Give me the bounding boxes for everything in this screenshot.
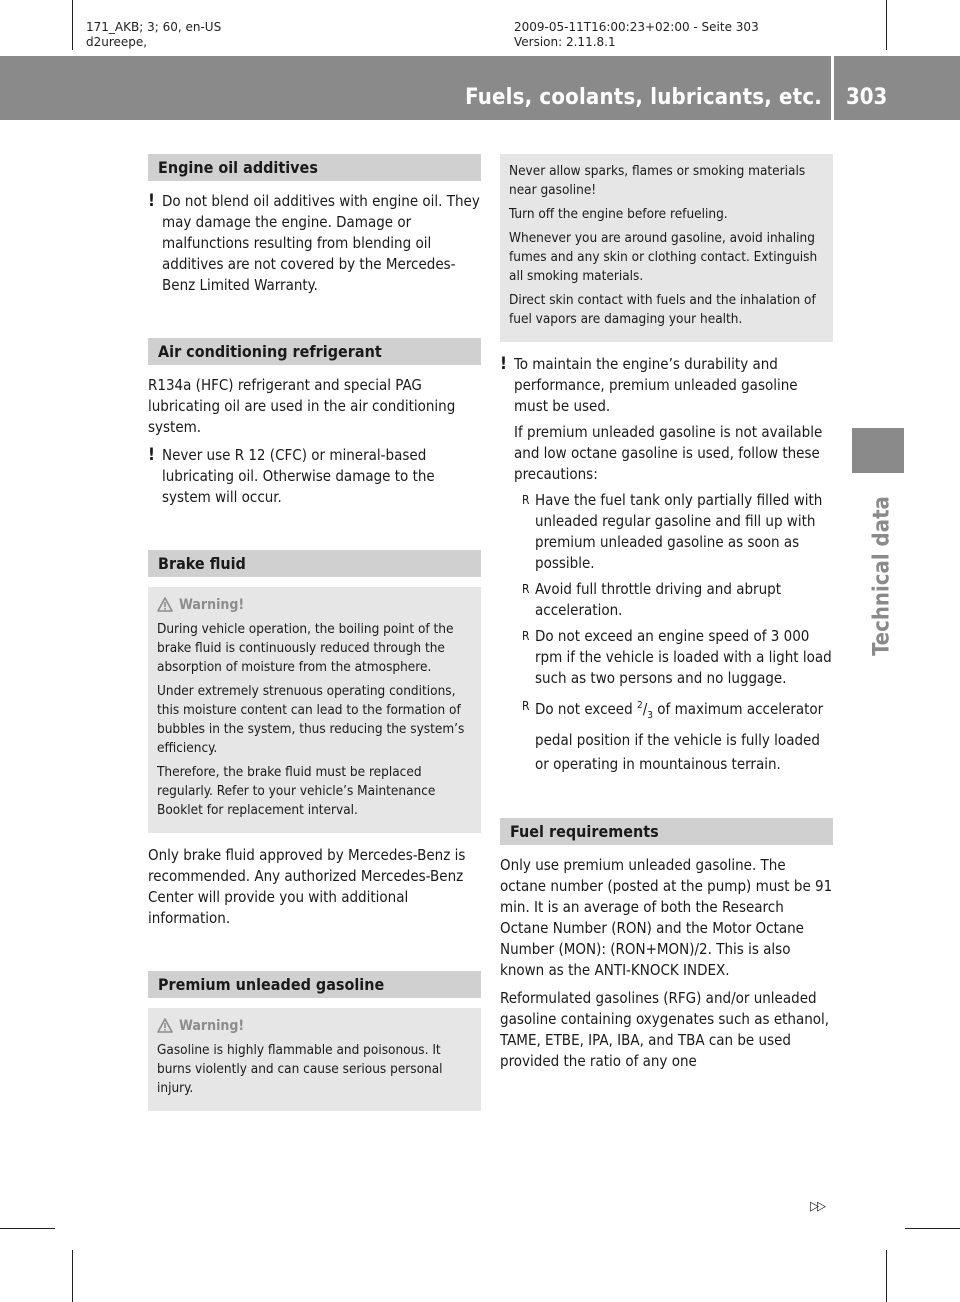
section-heading-brake-fluid: Brake fluid [148,550,481,577]
warning-text: During vehicle operation, the boiling point of the brake fluid is continuously reduced through the absorption of moisture from the atmosphere. [157,621,454,675]
section-heading-fuel-requirements: Fuel requirements [500,818,833,845]
exclamation-icon: ! [148,445,155,465]
warning-title: Warning! [179,597,245,613]
fraction-denominator: 3 [647,710,653,721]
warning-text: Never allow sparks, flames or smoking materials near gasoline! [509,163,806,198]
warning-text: Whenever you are around gasoline, avoid inhaling fumes and any skin or clothing contact. Extinguish all smoking materials. [509,230,818,284]
notice-text: Do not blend oil additives with engine oil. They may damage the engine. Damage or malfunctions resulting from blending oil additives are not covered by the Mercedes-Benz Limited Warranty. [162,192,480,294]
section-heading-premium-unleaded: Premium unleaded gasoline [148,971,481,998]
list-item-text: Avoid full throttle driving and abrupt acceleration. [535,580,781,619]
crop-mark [0,1228,55,1229]
fraction-slash: / [642,700,648,718]
bullet-mark: R [522,582,530,596]
print-meta-right [514,20,759,50]
page-title: Fuels, coolants, lubricants, etc. [465,85,822,110]
warning-text: Direct skin contact with fuels and the inhalation of fuel vapors are damaging your health. [509,292,816,327]
meta-left-line1: 171_AKB; 3; 60, en-US [86,20,222,34]
warning-heading [157,595,473,615]
notice-text: Never use R 12 (CFC) or mineral-based lubricating oil. Otherwise damage to the system will occur. [162,446,435,506]
page-number: 303 [846,85,888,110]
fraction-numerator: 2 [636,700,643,711]
side-tab [862,486,902,666]
text-fragment: Do not exceed [535,700,637,718]
crop-mark [886,1250,887,1302]
warning-title: Warning! [179,1018,245,1034]
paragraph: R134a (HFC) refrigerant and special PAG lubricating oil are used in the air conditioning system. [148,376,456,436]
print-meta-left [86,20,221,50]
warning-triangle-icon [157,1018,173,1033]
notice-text: To maintain the engine’s durability and performance, premium unleaded gasoline must be used. [514,355,798,415]
crop-mark [72,1250,73,1302]
notice-premium-fuel [500,354,833,776]
continue-marker: ▷▷ [810,1199,824,1214]
list-item [522,626,833,689]
exclamation-icon: ! [148,191,155,211]
meta-left-line2: d2ureepe, [86,35,148,49]
meta-right-line1: 2009-05-11T16:00:23+02:00 - Seite 303 [514,20,759,34]
paragraph: Only brake fluid approved by Mercedes-Benz is recommended. Any authorized Mercedes-Benz Center will provide you with additional information. [148,846,466,927]
bullet-mark: R [522,493,530,507]
list-item-text: Have the fuel tank only partially filled with unleaded regular gasoline and fill up with premium unleaded gasoline as soon as possible. [535,491,823,572]
bullet-mark: R [522,699,530,713]
crop-mark [905,1228,960,1229]
text-fragment: of maximum accelerator pedal position if the vehicle is fully loaded or operating in mountainous terrain. [535,700,824,773]
list-item-text: Do not exceed an engine speed of 3 000 rpm if the vehicle is loaded with a light load such as two persons and no luggage. [535,627,832,687]
section-heading-air-conditioning: Air conditioning refrigerant [148,338,481,365]
crop-mark [886,0,887,50]
list-item [522,579,833,621]
notice-engine-oil [148,191,481,296]
warning-text: Gasoline is highly flammable and poisonous. It burns violently and can cause serious personal injury. [157,1042,443,1096]
exclamation-icon: ! [500,354,507,374]
warning-box-continued [500,154,833,342]
warning-heading [157,1016,473,1036]
notice-text: If premium unleaded gasoline is not available and low octane gasoline is used, follow these precautions: [514,423,823,483]
header-divider [831,56,834,120]
paragraph: Only use premium unleaded gasoline. The octane number (posted at the pump) must be 91 min. It is an average of both the Research Octane Number (RON) and the Motor Octane Number (MON): (RON+MON)/2. This is also known as the ANTI-KNOCK INDEX. [500,856,833,979]
right-column [500,154,833,1079]
crop-mark [72,0,73,50]
warning-text: Under extremely strenuous operating conditions, this moisture content can lead to the formation of bubbles in the system, thus reducing the system’s efficiency. [157,683,465,756]
warning-box-brake-fluid [148,587,481,833]
side-tab-label: Technical data [869,496,895,656]
warning-text: Therefore, the brake fluid must be replaced regularly. Refer to your vehicle’s Maintenance Booklet for replacement interval. [157,764,436,818]
bullet-mark: R [522,629,530,643]
list-item [522,490,833,574]
left-column [148,154,481,1123]
section-heading-engine-oil-additives: Engine oil additives [148,154,481,181]
meta-right-line2: Version: 2.11.8.1 [514,35,616,49]
list-item [522,694,833,776]
warning-text: Turn off the engine before refueling. [509,206,728,222]
paragraph: Reformulated gasolines (RFG) and/or unleaded gasoline containing oxygenates such as ethanol, TAME, ETBE, IPA, IBA, and TBA can be used provided the ratio of any one [500,989,830,1070]
warning-triangle-icon [157,597,173,612]
warning-box-gasoline [148,1008,481,1111]
list-item-text [535,700,823,773]
notice-refrigerant [148,445,481,508]
side-tab-marker [852,428,904,473]
